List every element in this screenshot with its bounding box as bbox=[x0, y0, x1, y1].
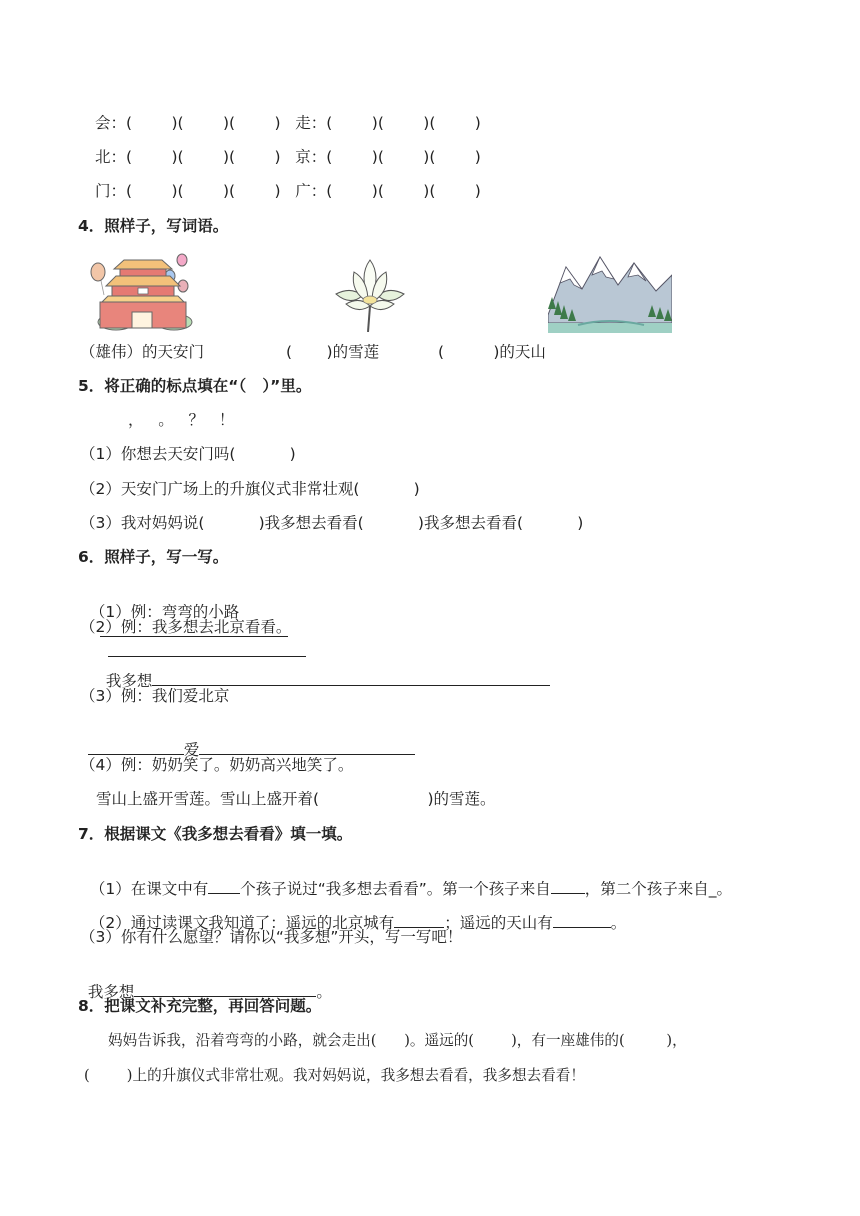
q7-item-1-b: 个孩子说过“我多想去看看”。第一个孩子来自 bbox=[240, 880, 551, 898]
q5-title: 5．将正确的标点填在“（ ）”里。 bbox=[78, 377, 312, 395]
q4-caption-2: ( )的雪莲 bbox=[286, 343, 380, 361]
q4-title: 4．照样子，写词语。 bbox=[78, 217, 229, 235]
q7-item-3-blank[interactable] bbox=[134, 982, 316, 997]
q3-row-1: 会：( )( )( ) 走：( )( )( ) bbox=[95, 114, 481, 132]
q3-row-3: 门：( )( )( ) 广：( )( )( ) bbox=[95, 182, 481, 200]
q7-title: 7．根据课文《我多想去看看》填一填。 bbox=[78, 825, 353, 843]
q7-item-3-prefix: 我多想 bbox=[87, 983, 135, 1001]
q6-item-3: （3）例：我们爱北京 bbox=[80, 687, 230, 705]
q6-item-2-prefix: 我多想 bbox=[105, 672, 153, 690]
q4-caption-1: （雄伟）的天安门 bbox=[80, 343, 205, 361]
mountains-image bbox=[548, 245, 672, 333]
q6-item-3-blank-2[interactable] bbox=[199, 740, 415, 755]
q7-item-3-end: 。 bbox=[316, 983, 332, 1001]
q7-item-1-a: （1）在课文中有 bbox=[89, 880, 209, 898]
q5-item-2: （2）天安门广场上的升旗仪式非常壮观( ) bbox=[80, 480, 420, 498]
q6-item-2-blank[interactable] bbox=[152, 671, 550, 686]
q8-title: 8．把课文补充完整，再回答问题。 bbox=[78, 997, 322, 1015]
q5-item-1: （1）你想去天安门吗( ) bbox=[80, 445, 296, 463]
q7-item-2-c: 。 bbox=[610, 914, 627, 932]
q5-item-3: （3）我对妈妈说( )我多想去看看( )我多想去看看( ) bbox=[80, 514, 584, 532]
q8-line-2: ( )上的升旗仪式非常壮观。我对妈妈说，我多想去看看，我多想去看看！ bbox=[84, 1067, 585, 1084]
q6-title: 6．照样子，写一写。 bbox=[78, 548, 229, 566]
q7-item-1-blank-2[interactable] bbox=[551, 879, 585, 894]
q6-item-3-blank-1[interactable] bbox=[88, 740, 184, 755]
q7-item-2-blank-2[interactable] bbox=[553, 913, 611, 928]
q6-item-3-middle: 爱 bbox=[183, 741, 200, 759]
q6-item-2: （2）例：我多想去北京看看。 bbox=[80, 618, 292, 636]
q3-row-2: 北：( )( )( ) 京：( )( )( ) bbox=[95, 148, 481, 166]
q5-marks: ， 。 ？ ！ bbox=[128, 411, 235, 429]
q6-item-4: （4）例：奶奶笑了。奶奶高兴地笑了。 bbox=[80, 756, 354, 774]
q7-item-2-b: ；遥远的天山有 bbox=[444, 914, 553, 932]
q6-item-3-answer bbox=[78, 720, 415, 760]
q4-caption-3: ( )的天山 bbox=[438, 343, 546, 361]
q6-item-4-line: 雪山上盛开雪莲。雪山上盛开着( )的雪莲。 bbox=[96, 790, 496, 808]
q7-item-3: （3）你有什么愿望？请你以“我多想”开头，写一写吧！ bbox=[80, 928, 463, 946]
q7-item-1-c: ，第二个孩子来自_。 bbox=[584, 880, 733, 898]
q7-item-1-blank-1[interactable] bbox=[208, 879, 240, 894]
tiananmen-image bbox=[88, 250, 200, 334]
q6-item-2-answer bbox=[96, 651, 550, 691]
q7-item-2-a: （2）通过读课文我知道了：遥远的北京城有 bbox=[89, 914, 395, 932]
q8-line-1: 妈妈告诉我，沿着弯弯的小路，就会走出( )。遥远的( )，有一座雄伟的( )， bbox=[108, 1032, 687, 1049]
q7-item-2-blank-1[interactable] bbox=[394, 913, 444, 928]
q6-item-1-text: （1）例：弯弯的小路 bbox=[89, 603, 240, 621]
lotus-image bbox=[332, 256, 408, 332]
